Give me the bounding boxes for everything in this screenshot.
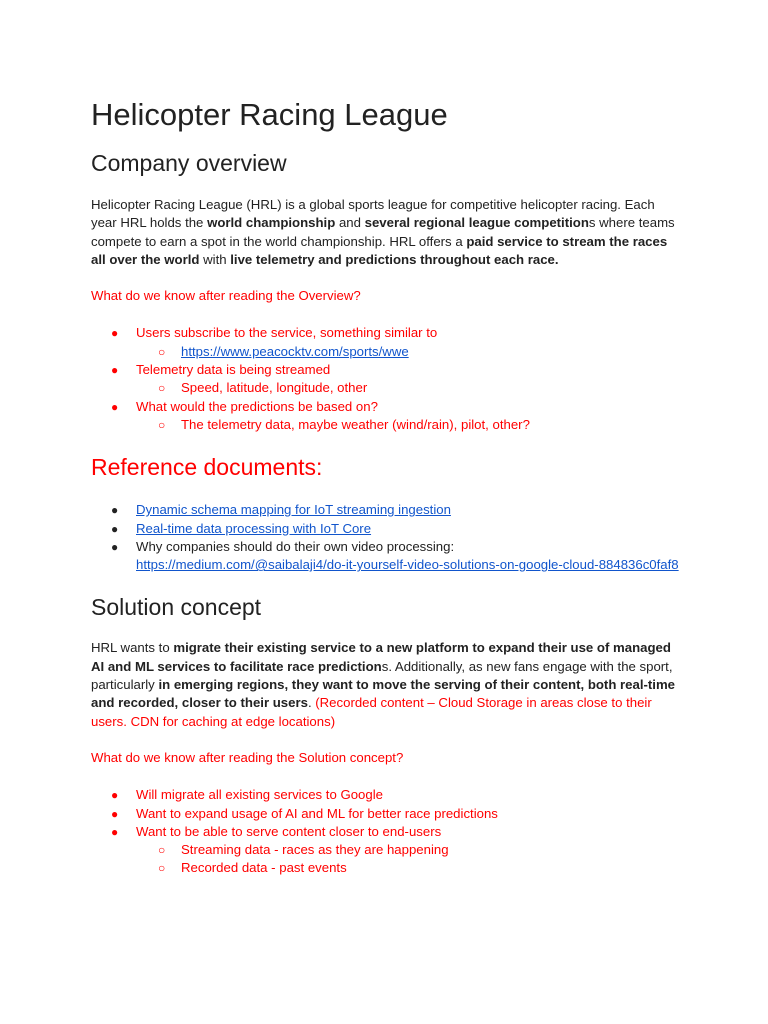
solution-paragraph <box>91 639 681 730</box>
solution-bullet-list <box>91 786 681 877</box>
sub-list-item: ○ The telemetry data, maybe weather (wind/rain), pilot, other? <box>136 416 681 434</box>
solution-red-note: (Recorded content – Cloud Storage in areas close to their users. CDN for caching at edge locations) <box>91 695 652 729</box>
bullet-text: Telemetry data is being streamed <box>136 362 331 378</box>
document-body <box>91 94 681 878</box>
list-item <box>91 324 681 361</box>
medium-article-link[interactable]: https://medium.com/@saibalaji4/do-it-yourself-video-solutions-on-google-cloud-884836c0faf8 <box>136 557 679 573</box>
reference-documents-heading: Reference documents: <box>91 454 323 481</box>
dynamic-schema-link[interactable]: Dynamic schema mapping for IoT streaming ingestion <box>136 502 451 518</box>
bullet-text: Users subscribe to the service, something similar to <box>136 325 438 341</box>
overview-text-3: s where teams compete to earn a spot in the world championship. HRL offers a <box>91 215 675 249</box>
list-item <box>91 823 681 878</box>
solution-text-1: HRL wants to <box>91 640 174 656</box>
overview-bullet-list <box>91 324 681 434</box>
bullet-text: What would the predictions be based on? <box>136 398 378 414</box>
overview-text-1: Helicopter Racing League (HRL) is a global sports league for competitive helicopter racing. Each year HRL holds the <box>91 197 655 231</box>
company-overview-heading: Company overview <box>91 150 287 176</box>
company-overview-paragraph <box>91 196 681 269</box>
overview-text-4: with <box>199 251 231 267</box>
solution-text-3: . <box>307 695 316 711</box>
overview-bold-4: live telemetry and predictions throughout each race. <box>230 251 559 267</box>
list-item <box>91 538 681 575</box>
overview-text-2: and <box>335 215 365 231</box>
list-item <box>91 520 681 538</box>
solution-bold-1: migrate their existing service to a new platform to expand their use of managed AI and ML services to facilitate race prediction <box>91 640 671 674</box>
bullet-text: Want to be able to serve content closer to end-users <box>136 823 442 839</box>
overview-bold-1: world championship <box>207 215 336 231</box>
sub-list-item: ○ Speed, latitude, longitude, other <box>136 379 681 397</box>
iot-core-link[interactable]: Real-time data processing with IoT Core <box>136 520 372 536</box>
list-item: ● Will migrate all existing services to Google <box>91 786 681 804</box>
sub-list-item: ○ Streaming data - races as they are happening <box>136 841 681 859</box>
peacock-link[interactable]: https://www.peacocktv.com/sports/wwe <box>181 343 409 359</box>
solution-concept-heading: Solution concept <box>91 594 262 621</box>
document-title: Helicopter Racing League <box>91 97 448 132</box>
list-item: ● Want to expand usage of AI and ML for better race predictions <box>91 805 681 823</box>
list-item <box>91 501 681 519</box>
reference-list <box>91 501 681 574</box>
reference-text: Why companies should do their own video processing: <box>136 538 455 554</box>
solution-text-2: s. Additionally, as new fans engage with the sport, particularly <box>91 658 673 693</box>
solution-question: What do we know after reading the Solution concept? <box>91 749 404 765</box>
sub-list-item: ○ Recorded data - past events <box>136 859 681 877</box>
overview-question: What do we know after reading the Overview? <box>91 288 361 304</box>
sub-list-item <box>136 343 681 361</box>
solution-bold-2: in emerging regions, they want to move the serving of their content, both real-time and recorded, closer to their users <box>91 677 676 711</box>
overview-bold-3: paid service to stream the races all over the world <box>91 233 668 267</box>
list-item <box>91 398 681 435</box>
list-item <box>91 361 681 398</box>
overview-bold-2: several regional league competition <box>364 215 589 231</box>
